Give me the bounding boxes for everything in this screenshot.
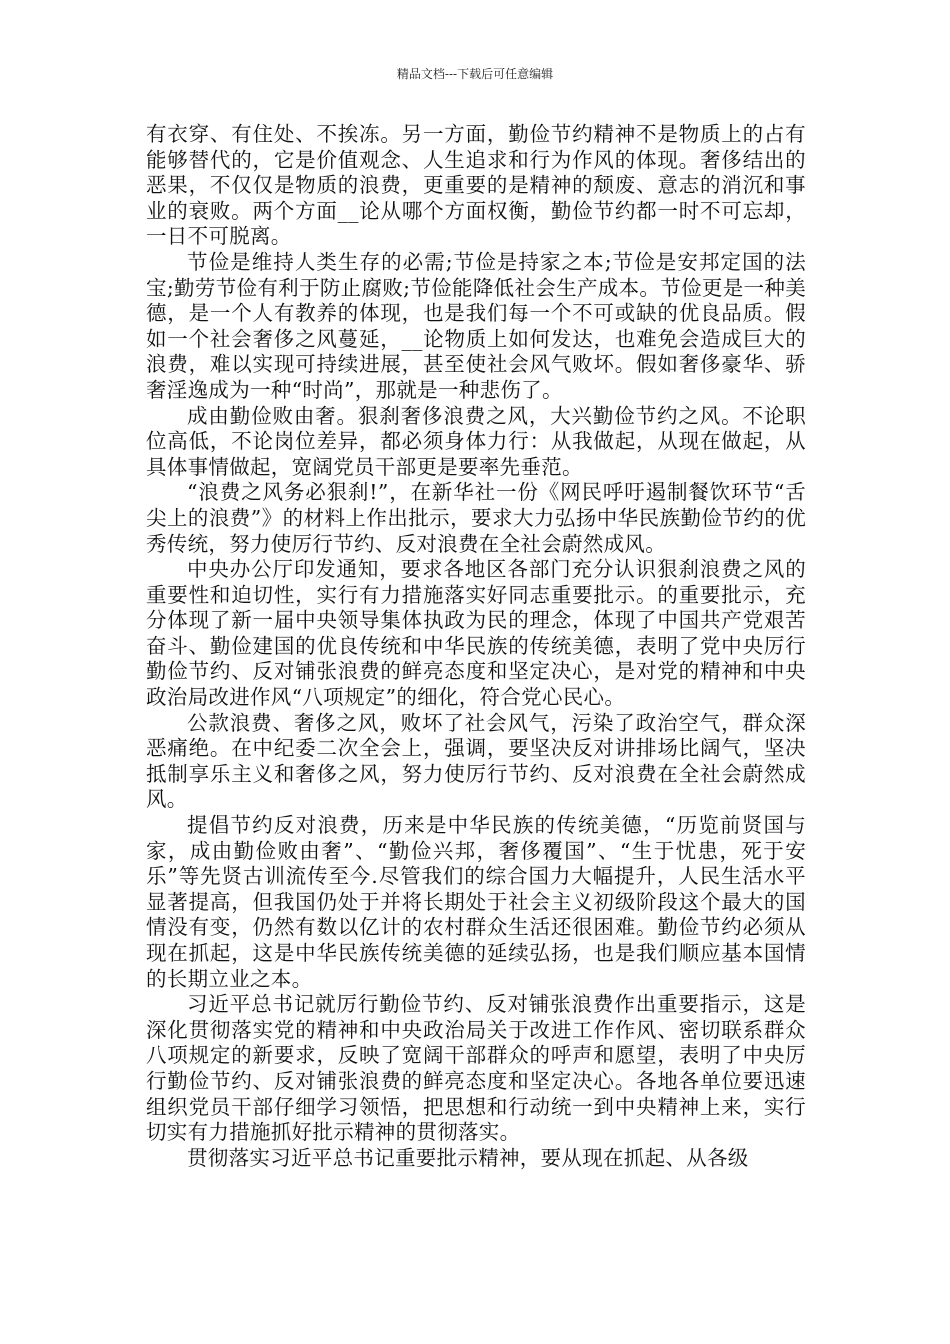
paragraph-2: 节俭是维持人类生存的必需;节俭是持家之本;节俭是安邦定国的法宝;勤劳节俭有利于防止腐败;节俭能降低社会生产成本。节俭更是一种美德，是一个人有教养的体现，也是我们每一个不可或缺的优良品质。假如一个社会奢侈之风蔓延，__论物质上如何发达，也难免会造成巨大的浪费，难以实现可持续进展，甚至使社会风气败坏。假如奢侈豪华、骄奢淫逸成为一种“时尚”，那就是一种悲伤了。 xyxy=(146,249,806,402)
paragraph-4: “浪费之风务必狠刹!”，在新华社一份《网民呼吁遏制餐饮环节“舌尖上的浪费”》的材料上作出批示，要求大力弘扬中华民族勤俭节约的优秀传统，努力使厉行节约、反对浪费在全社会蔚然成风。 xyxy=(146,480,806,556)
paragraph-3: 成由勤俭败由奢。狠刹奢侈浪费之风，大兴勤俭节约之风。不论职位高低，不论岗位差异，都必须身体力行：从我做起，从现在做起，从具体事情做起，宽阔党员干部更是要率先垂范。 xyxy=(146,403,806,479)
paragraph-8: 习近平总书记就厉行勤俭节约、反对铺张浪费作出重要指示，这是深化贯彻落实党的精神和中央政治局关于改进工作作风、密切联系群众八项规定的新要求，反映了宽阔干部群众的呼声和愿望，表明了中央厉行勤俭节约、反对铺张浪费的鲜亮态度和坚定决心。各地各单位要迅速组织党员干部仔细学习领悟，把思想和行动统一到中央精神上来，实行切实有力措施抓好批示精神的贯彻落实。 xyxy=(146,992,806,1145)
paragraph-9: 贯彻落实习近平总书记重要批示精神，要从现在抓起、从各级 xyxy=(187,1145,749,1170)
paragraph-7: 提倡节约反对浪费，历来是中华民族的传统美德，“历览前贤国与家，成由勤俭败由奢”、“勤俭兴邦，奢侈覆国”、“生于忧患，死于安乐”等先贤古训流传至今.尽管我们的综合国力大幅提升，人民生活水平显著提高，但我国仍处于并将长期处于社会主义初级阶段这个最大的国情没有变，仍然有数以亿计的农村群众生活还很困难。勤俭节约必须从现在抓起，这是中华民族传统美德的延续弘扬，也是我们顺应基本国情的长期立业之本。 xyxy=(146,813,806,991)
document-body xyxy=(146,122,806,1171)
paragraph-5: 中央办公厅印发通知，要求各地区各部门充分认识狠刹浪费之风的重要性和迫切性，实行有力措施落实好同志重要批示。的重要批示，充分体现了新一届中央领导集体执政为民的理念，体现了中国共产党艰苦奋斗、勤俭建国的优良传统和中华民族的传统美德，表明了党中央厉行勤俭节约、反对铺张浪费的鲜亮态度和坚定决心，是对党的精神和中央政治局改进作风“八项规定”的细化，符合党心民心。 xyxy=(146,557,806,710)
paragraph-6: 公款浪费、奢侈之风，败坏了社会风气，污染了政治空气，群众深恶痛绝。在中纪委二次全会上，强调，要坚决反对讲排场比阔气，坚决抵制享乐主义和奢侈之风，努力使厉行节约、反对浪费在全社会蔚然成风。 xyxy=(146,710,806,812)
paragraph-1: 有衣穿、有住处、不挨冻。另一方面，勤俭节约精神不是物质上的占有能够替代的，它是价值观念、人生追求和行为作风的体现。奢侈结出的恶果，不仅仅是物质的浪费，更重要的是精神的颓废、意志的消沉和事业的衰败。两个方面__论从哪个方面权衡，勤俭节约都一时不可忘却，一日不可脱离。 xyxy=(146,122,806,249)
page-header: 精品文档---下载后可任意编辑 xyxy=(396,67,554,81)
